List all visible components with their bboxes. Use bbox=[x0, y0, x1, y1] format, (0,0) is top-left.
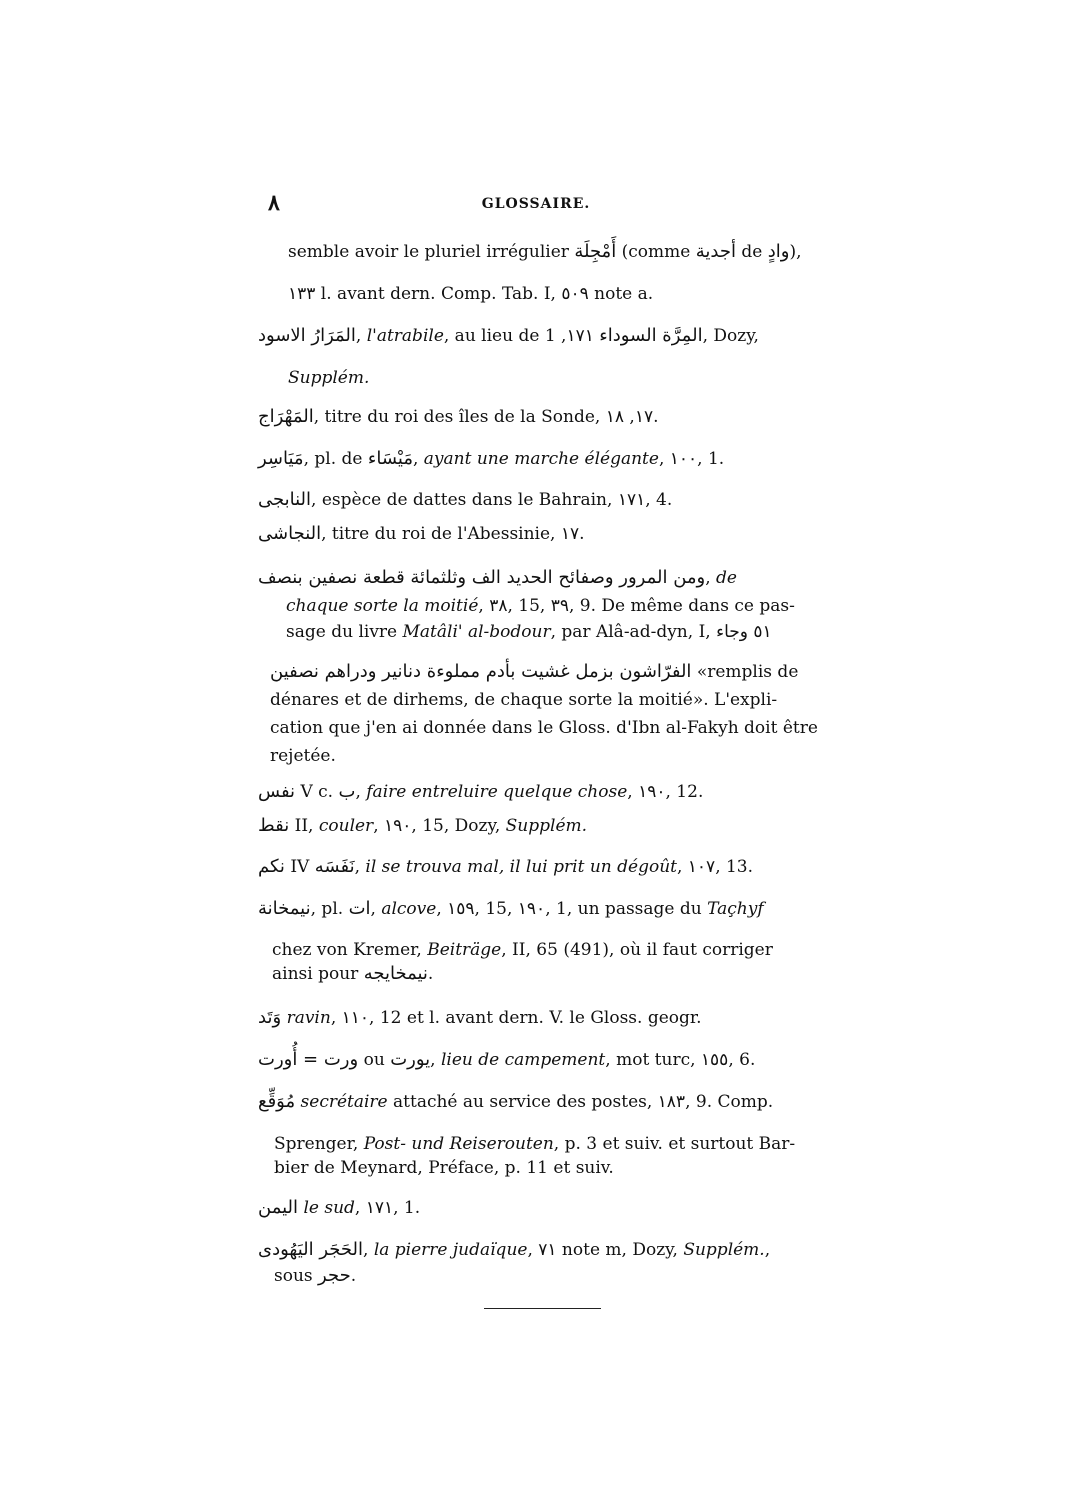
end-rule bbox=[484, 1308, 601, 1309]
glossary-entry bbox=[258, 814, 587, 838]
headword: نيمخانة bbox=[258, 898, 311, 919]
entry-line bbox=[288, 282, 653, 306]
definition: lieu de campement bbox=[440, 1050, 606, 1070]
definition: de bbox=[716, 568, 737, 588]
entry-line bbox=[272, 962, 433, 986]
text: , II, 65 (491), où il faut corriger bbox=[501, 940, 773, 960]
glossary-entry bbox=[258, 855, 753, 879]
headword: ومن المرور وصفائح الحديد الف وثلثمائة قطعة نصفين بنصف bbox=[258, 567, 706, 588]
text: dénares et de dirhems, de chaque sorte la moitié». L'expli- bbox=[270, 690, 778, 710]
definition: l'atrabile bbox=[366, 326, 444, 346]
text: attaché au service des postes, ١٨٣, 9. Comp. bbox=[393, 1092, 774, 1112]
headword: النجاشى bbox=[258, 523, 322, 544]
headword: الحَجَر اليَهُودى bbox=[258, 1239, 363, 1260]
glossary-entry bbox=[258, 324, 759, 348]
text: , p. 3 et suiv. et surtout Bar- bbox=[553, 1134, 796, 1154]
text: de bbox=[741, 242, 763, 262]
text: , mot turc, ١٥٥, 6. bbox=[605, 1050, 756, 1070]
glossary-entry bbox=[258, 566, 737, 590]
text: V c. bbox=[300, 782, 334, 802]
text: , bbox=[370, 899, 376, 919]
text: , ١٩٠, 12. bbox=[627, 782, 704, 802]
text: . bbox=[427, 964, 434, 984]
text: IV bbox=[290, 857, 310, 877]
glossary-entry bbox=[258, 780, 703, 804]
definition: faire entreluire quelque chose bbox=[366, 782, 628, 802]
entry-line bbox=[288, 240, 802, 264]
page-number: ٨ bbox=[268, 190, 280, 216]
text: cation que j'en ai donnée dans le Gloss. d'Ibn al-Fakyh doit être bbox=[270, 718, 818, 738]
text: , ١٠٧, 13. bbox=[676, 857, 754, 877]
text: II, bbox=[294, 816, 314, 836]
headword: النابجى bbox=[258, 489, 312, 510]
text: , ١٧١, 1. bbox=[354, 1198, 421, 1218]
definition: la pierre judaïque bbox=[373, 1240, 528, 1260]
definition: ayant une marche élégante bbox=[423, 449, 659, 469]
text: , par Alâ-ad-dyn, I, ٥١ وجاء bbox=[550, 622, 772, 642]
text: , ١٠٠, 1. bbox=[658, 449, 725, 469]
entry-line bbox=[286, 620, 772, 644]
arabic-text: نَفَسَه bbox=[314, 856, 355, 877]
glossary-entry bbox=[258, 447, 724, 471]
text: , au lieu de bbox=[443, 326, 540, 346]
definition: couler bbox=[318, 816, 374, 836]
text: , espèce de dattes dans le Bahrain, ١٧١, 4. bbox=[311, 490, 673, 510]
text: , bbox=[355, 326, 362, 346]
text: , pl. de bbox=[303, 449, 363, 469]
text: chez von Kremer, bbox=[272, 940, 422, 960]
definition: secrétaire bbox=[300, 1092, 388, 1112]
page-header bbox=[0, 190, 1072, 220]
arabic-text: مَيْسَاء bbox=[367, 448, 413, 469]
arabic-text: المِرَّة السوداء bbox=[599, 325, 703, 346]
arabic-text: ات bbox=[348, 898, 371, 919]
text: , bbox=[355, 782, 361, 802]
text: semble avoir le pluriel irrégulier bbox=[288, 242, 569, 262]
text: , bbox=[764, 1240, 771, 1260]
glossary-entry bbox=[258, 522, 585, 546]
text: , ١٥٩, 15, ١٩٠, 1, un passage du bbox=[436, 899, 702, 919]
definition: chaque sorte la moitié bbox=[286, 596, 479, 616]
arabic-text: حجر bbox=[318, 1265, 351, 1286]
text: sage du livre bbox=[286, 622, 398, 642]
text: ou bbox=[363, 1050, 385, 1070]
text: , bbox=[705, 568, 711, 588]
text: , ٧١ note m, Dozy, bbox=[527, 1240, 678, 1260]
text: , titre du roi de l'Abessinie, ١٧. bbox=[321, 524, 585, 544]
headword: اليمن bbox=[258, 1197, 299, 1218]
text: , titre du roi des îles de la Sonde, ١٧, ١٨. bbox=[313, 407, 659, 427]
headword: نفس bbox=[258, 781, 296, 802]
entry-line bbox=[272, 938, 773, 962]
definition: le sud bbox=[303, 1198, 355, 1218]
definition: alcove bbox=[381, 899, 437, 919]
book-title: Taçhyf bbox=[707, 899, 764, 919]
text: bier de Meynard, Préface, p. 11 et suiv. bbox=[274, 1158, 614, 1178]
text: , bbox=[354, 857, 360, 877]
entry-line bbox=[274, 1156, 614, 1180]
reference: Supplém. bbox=[288, 368, 370, 388]
text: , bbox=[412, 449, 419, 469]
glossary-entry bbox=[258, 488, 672, 512]
entry-line bbox=[286, 594, 795, 618]
book-title: Matâli' al-bodour bbox=[402, 622, 551, 642]
arabic-text: ب bbox=[338, 781, 356, 802]
entry-line bbox=[270, 660, 798, 684]
text: «remplis de bbox=[696, 662, 799, 682]
text: . bbox=[350, 1266, 357, 1286]
arabic-text: أَمْجِلَة bbox=[574, 241, 617, 262]
entry-line bbox=[288, 366, 369, 390]
text: ainsi pour bbox=[272, 964, 359, 984]
glossary-entry bbox=[258, 897, 764, 921]
arabic-text: الفرّاشون بزمل غشيت بأدم مملوءة دنانير ودراهم نصفين bbox=[270, 661, 692, 682]
text: rejetée. bbox=[270, 746, 336, 766]
entry-line bbox=[270, 716, 818, 740]
definition: il se trouva mal, il lui prit un dégoût bbox=[365, 857, 677, 877]
arabic-text: وادٍ bbox=[767, 241, 790, 262]
book-title: Post- und Reiserouten bbox=[363, 1134, 554, 1154]
text: ), bbox=[789, 242, 802, 262]
reference: Supplém. bbox=[683, 1240, 765, 1260]
headword: المَرَارُ الاسود bbox=[258, 325, 356, 346]
reference: Supplém. bbox=[505, 816, 588, 836]
entry-line bbox=[274, 1132, 795, 1156]
glossary-entry bbox=[258, 1090, 773, 1114]
arabic-text: يورت bbox=[390, 1049, 431, 1070]
text: Sprenger, bbox=[274, 1134, 359, 1154]
headword: نقط bbox=[258, 815, 290, 836]
text: , bbox=[430, 1050, 436, 1070]
text: , ٣٨, 15, ٣٩, 9. De même dans ce pas- bbox=[478, 596, 795, 616]
headword: ورت = أُورت bbox=[258, 1049, 359, 1070]
headword: المَهْرَاج bbox=[258, 406, 314, 427]
entry-line bbox=[270, 688, 777, 712]
text: ١٧١, 1, Dozy, bbox=[544, 326, 759, 346]
headword: وَتَد bbox=[258, 1007, 282, 1028]
arabic-text: أجدية bbox=[695, 241, 736, 262]
text: , ١٩٠, 15, Dozy, bbox=[373, 816, 501, 836]
glossary-entry bbox=[258, 1238, 770, 1262]
headword: نكم bbox=[258, 856, 285, 877]
glossary-entry bbox=[258, 1006, 702, 1030]
entry-line bbox=[270, 744, 336, 768]
text: ١٣٣ l. avant dern. Comp. Tab. I, ٥٠٩ note a. bbox=[288, 284, 654, 304]
text: , ١١٠, 12 et l. avant dern. V. le Gloss. geogr. bbox=[330, 1008, 702, 1028]
entry-line bbox=[274, 1264, 356, 1288]
glossary-entry bbox=[258, 1048, 755, 1072]
text: (comme bbox=[621, 242, 691, 262]
text: , pl. bbox=[310, 899, 344, 919]
headword: مُوَقِّع bbox=[258, 1091, 296, 1112]
text: , bbox=[363, 1240, 369, 1260]
running-title: GLOSSAIRE. bbox=[481, 196, 591, 212]
text: sous bbox=[274, 1266, 313, 1286]
arabic-text: نيمخايجه bbox=[363, 963, 428, 984]
headword: مَيَاسِر bbox=[258, 448, 304, 469]
glossary-entry bbox=[258, 1196, 420, 1220]
definition: ravin bbox=[286, 1008, 331, 1028]
glossary-entry bbox=[258, 405, 658, 429]
book-title: Beiträge bbox=[427, 940, 502, 960]
